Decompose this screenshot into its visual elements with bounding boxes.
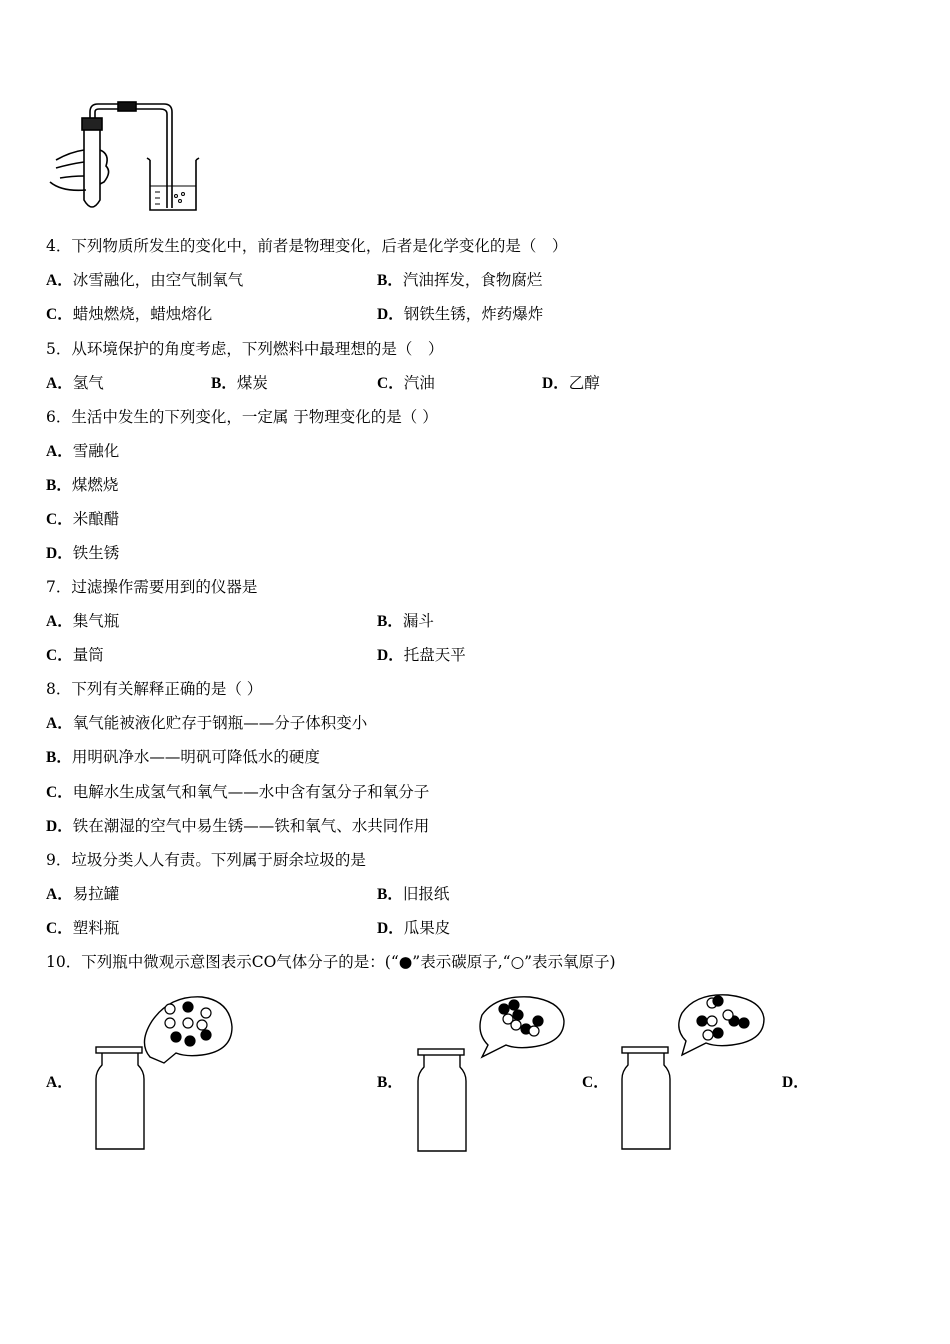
q8-option-c[interactable]: C．电解水生成氢气和氧气——水中含有氢分子和氧分子 — [46, 783, 430, 801]
q7-stem: 7．过滤操作需要用到的仪器是 — [46, 578, 258, 596]
q9-option-a[interactable]: A．易拉罐 — [46, 885, 120, 903]
q5-option-b[interactable]: B．煤炭 — [211, 374, 268, 392]
q5-option-a[interactable]: A．氢气 — [46, 374, 104, 392]
q7-option-d[interactable]: D．托盘天平 — [377, 646, 466, 664]
q10-bottle-c-figure — [616, 985, 816, 1165]
q5-option-d[interactable]: D．乙醇 — [542, 374, 600, 392]
q4-option-c[interactable]: C．蜡烛燃烧，蜡烛熔化 — [46, 305, 213, 323]
q10-option-c-label[interactable]: C． — [582, 1074, 609, 1091]
q4-stem: 4．下列物质所发生的变化中，前者是物理变化，后者是化学变化的是（ ） — [46, 237, 568, 255]
q8-option-d[interactable]: D．铁在潮湿的空气中易生锈——铁和氧气、水共同作用 — [46, 817, 430, 835]
q6-option-c[interactable]: C．米酿醋 — [46, 510, 120, 528]
q5-stem: 5．从环境保护的角度考虑，下列燃料中最理想的是（ ） — [46, 340, 444, 358]
q7-option-a[interactable]: A．集气瓶 — [46, 612, 120, 630]
q10-option-b-label[interactable]: B． — [377, 1074, 403, 1091]
q10-stem: 10．下列瓶中微观示意图表示CO气体分子的是：(“●”表示碳原子,“○”表示氧原子) — [46, 953, 616, 971]
gas-tightness-figure — [0, 0, 950, 230]
q10-option-a-label[interactable]: A． — [46, 1074, 73, 1091]
q6-stem: 6．生活中发生的下列变化，一定属 于物理变化的是（ ） — [46, 408, 438, 426]
q6-option-b[interactable]: B．煤燃烧 — [46, 476, 119, 494]
q4-option-d[interactable]: D．钢铁生锈，炸药爆炸 — [377, 305, 544, 323]
q5-option-c[interactable]: C．汽油 — [377, 374, 435, 392]
q7-option-c[interactable]: C．量筒 — [46, 646, 104, 664]
q8-option-b[interactable]: B．用明矾净水——明矾可降低水的硬度 — [46, 748, 320, 766]
q6-option-a[interactable]: A．雪融化 — [46, 442, 120, 460]
q8-option-a[interactable]: A．氧气能被液化贮存于钢瓶——分子体积变小 — [46, 714, 368, 732]
q4-option-b[interactable]: B．汽油挥发，食物腐烂 — [377, 271, 543, 289]
q4-option-a[interactable]: A．冰雪融化，由空气制氧气 — [46, 271, 244, 289]
q7-option-b[interactable]: B．漏斗 — [377, 612, 434, 630]
q8-stem: 8．下列有关解释正确的是（ ） — [46, 680, 263, 698]
q10-bottle-a-figure — [90, 985, 290, 1165]
q10-bottle-b-figure — [412, 985, 612, 1165]
q9-option-b[interactable]: B．旧报纸 — [377, 885, 450, 903]
q9-option-d[interactable]: D．瓜果皮 — [377, 919, 451, 937]
q9-option-c[interactable]: C．塑料瓶 — [46, 919, 120, 937]
q10-option-d-label[interactable]: D． — [782, 1074, 809, 1091]
q6-option-d[interactable]: D．铁生锈 — [46, 544, 120, 562]
q9-stem: 9．垃圾分类人人有责。下列属于厨余垃圾的是 — [46, 851, 366, 869]
